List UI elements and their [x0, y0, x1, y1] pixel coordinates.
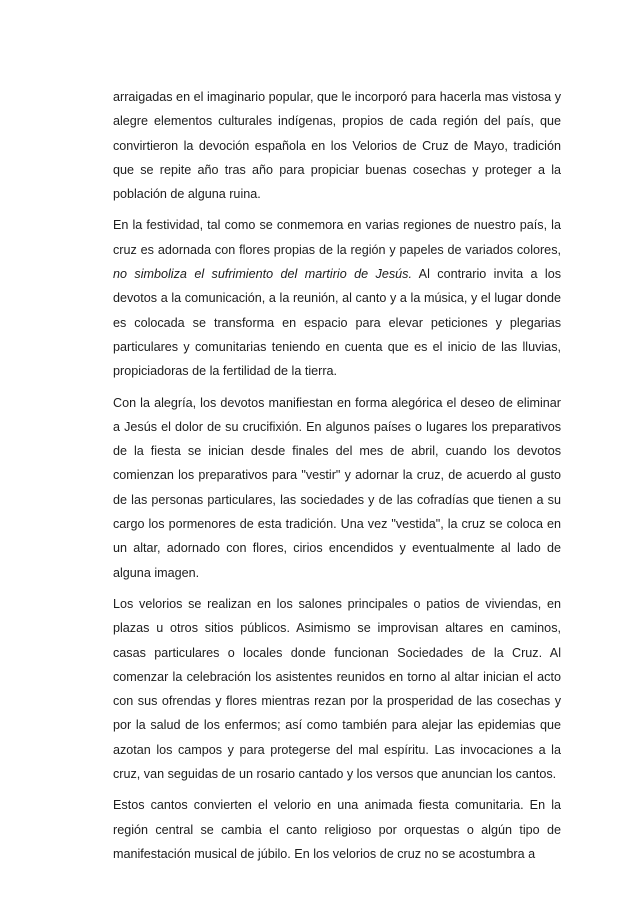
paragraph-1-text: arraigadas en el imaginario popular, que le incorporó para hacerla mas vistosa y alegre elementos culturales indígenas, propios de cada región del país, que convirtieron la devoción española en los Velorios de Cruz de Mayo, tradición que se repite año tras año para propiciar buenas cosechas y proteger a la población de alguna ruina.	[113, 90, 561, 202]
paragraph-1	[113, 85, 561, 206]
paragraph-2-text-after: Al contrario invita a los devotos a la comunicación, a la reunión, al canto y a la música, y el lugar donde es colocada se transforma en espacio para elevar peticiones y plegarias particulares y comunitarias teniendo en cuenta que es el inicio de las lluvias, propiciadoras de la fertilidad de la tierra.	[113, 267, 562, 379]
paragraph-4	[113, 592, 561, 786]
paragraph-4-text: Los velorios se realizan en los salones principales o patios de viviendas, en plazas u otros sitios públicos. Asimismo se improvisan altares en caminos, casas particulares o locales donde funcionan Sociedades de la Cruz. Al comenzar la celebración los asistentes reunidos en torno al altar inician el acto con sus ofrendas y flores mientras rezan por la prosperidad de las cosechas y por la salud de los enfermos; así como también para alejar las epidemias que azotan los campos y para protegerse del mal espíritu. Las invocaciones a la cruz, van seguidas de un rosario cantado y los versos que anuncian los cantos.	[113, 596, 561, 782]
paragraph-2-text-before: En la festividad, tal como se conmemora en varias regiones de nuestro país, la cruz es adornada con flores propias de la región y papeles de variados colores,	[113, 218, 561, 257]
paragraph-5-text: Estos cantos convierten el velorio en una animada fiesta comunitaria. En la región central se cambia el canto religioso por orquestas o algún tipo de manifestación musical de júbilo. En los velorios de cruz no se acostumbra a	[113, 798, 561, 861]
document-page	[113, 85, 561, 873]
paragraph-3-text: Con la alegría, los devotos manifiestan en forma alegórica el deseo de eliminar a Jesús el dolor de su crucifixión. En algunos países o lugares los preparativos de la fiesta se inician desde finales del mes de abril, cuando los devotos comienzan los preparativos para "vestir" y adornar la cruz, de acuerdo al gusto de las personas particulares, las sociedades y de las cofradías que tienen a su cargo los pormenores de esta tradición. Una vez "vestida", la cruz se coloca en un altar, adornado con flores, cirios encendidos y eventualmente al lado de alguna imagen.	[113, 395, 561, 580]
paragraph-3	[113, 391, 561, 585]
paragraph-2	[113, 213, 561, 383]
paragraph-5	[113, 793, 561, 866]
paragraph-2-emphasis: no simboliza el sufrimiento del martirio de Jesús.	[113, 267, 412, 282]
